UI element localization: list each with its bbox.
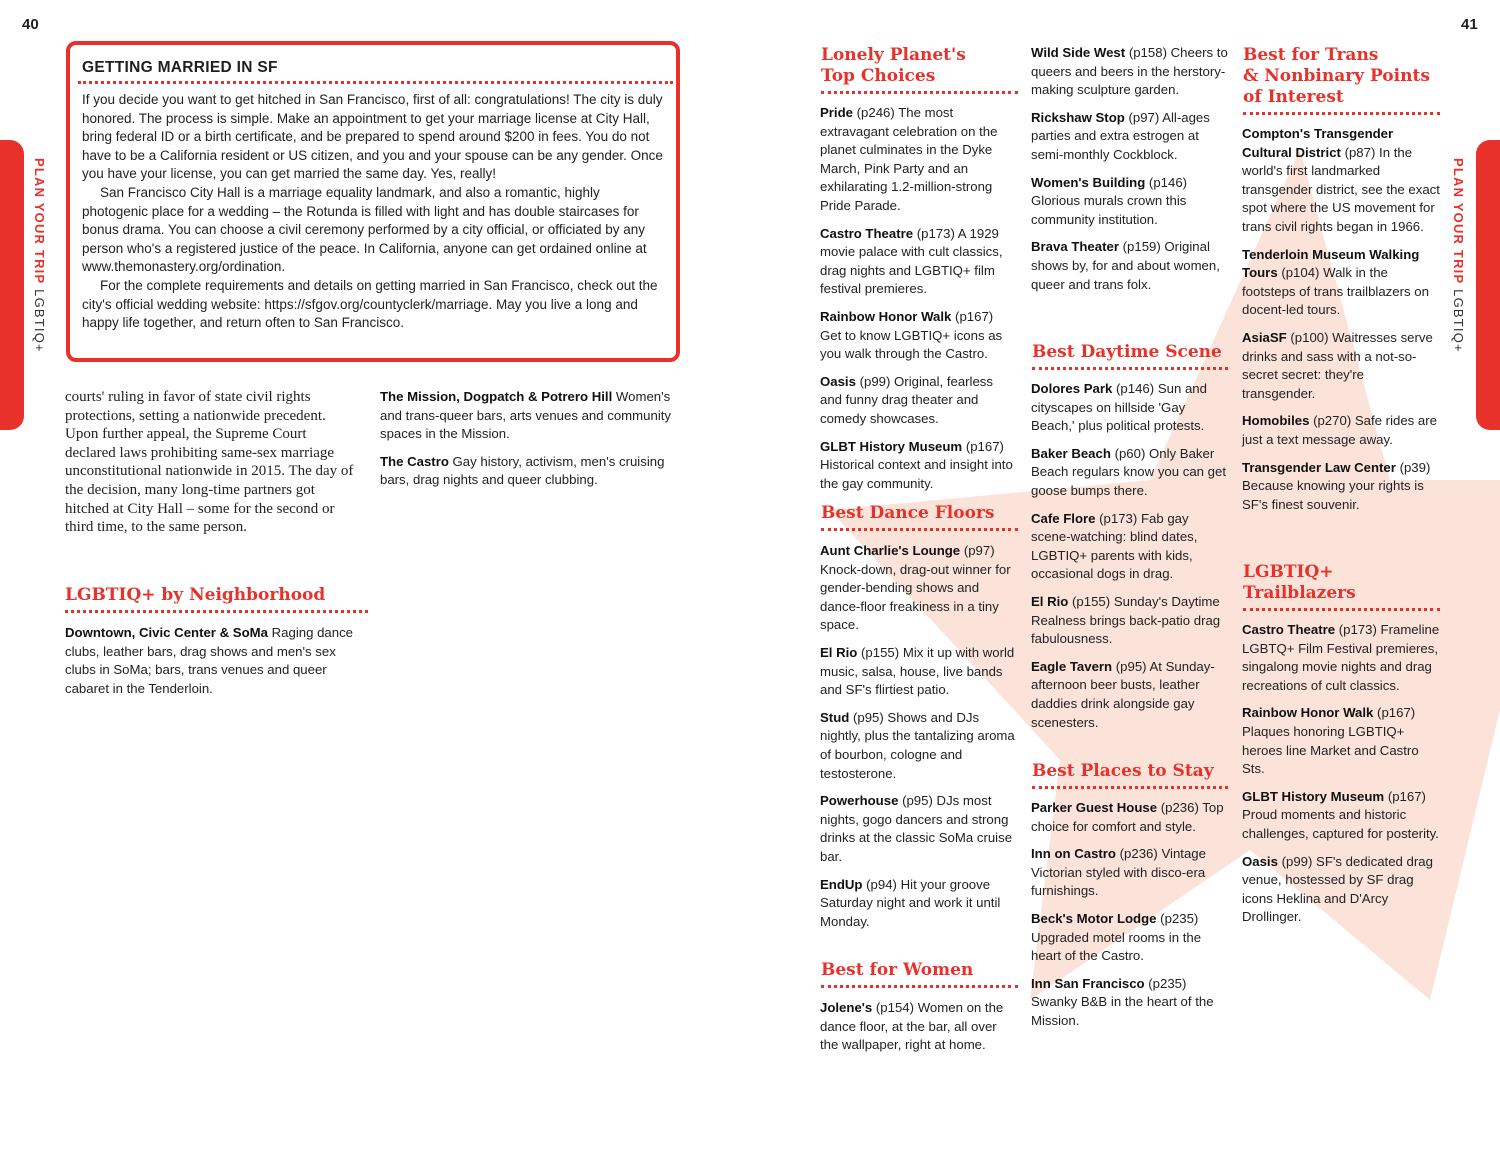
entry-page: (p236) <box>1157 800 1199 815</box>
trans-list <box>1242 125 1440 523</box>
women-list-continued <box>1031 44 1231 303</box>
heading-line: of Interest <box>1243 87 1344 107</box>
list-item <box>1031 109 1231 165</box>
entry-text: Sun and cityscapes on hillside 'Gay Beach,' plus political protests. <box>1031 381 1207 434</box>
entry-page: (p155) <box>1068 593 1111 609</box>
stay-list <box>1031 799 1231 1040</box>
neighborhood-entry <box>65 624 360 698</box>
list-item <box>1242 246 1440 320</box>
list-item <box>820 308 1018 364</box>
entry-page: (p167) <box>1384 788 1426 804</box>
neighborhood-entry <box>380 388 680 444</box>
entry-name: Baker Beach <box>1031 445 1111 461</box>
box-paragraph: San Francisco City Hall is a marriage equality landmark, and also a romantic, highly photogenic place for a wedding – the Rotunda is filled with light and has double staircases for bonus drama. You can choose a civil ceremony performed by a city official, or officiated by any person who's a registered justice of the peace. In California, anyone can get ordained online at www.themonastery.org/ordination. <box>82 184 647 275</box>
entry-name: Stud <box>820 709 850 725</box>
list-item <box>1031 44 1231 100</box>
entry-page: (p155) <box>857 644 900 660</box>
entry-text: Because knowing your rights is SF's finest souvenir. <box>1242 478 1424 512</box>
page-number-left: 40 <box>22 16 39 33</box>
entry-page: (p173) <box>1095 510 1138 526</box>
entry-page: (p60) <box>1110 445 1146 461</box>
top-choices-heading <box>821 45 1018 94</box>
entry-text: Original shows by, for and about women, queer and trans folx. <box>1031 239 1220 292</box>
entry-name: Cafe Flore <box>1031 510 1096 526</box>
list-item <box>1031 445 1231 501</box>
entry-name: Castro Theatre <box>820 225 914 241</box>
entry-page: (p104) <box>1277 265 1320 281</box>
entry-page: (p146) <box>1112 381 1155 396</box>
heading-line: & Nonbinary Points <box>1243 66 1430 86</box>
heading-line: Lonely Planet's <box>821 45 966 65</box>
entry-name: Wild Side West <box>1031 45 1126 60</box>
entry-text: Gay history, activism, men's cruising bars, drag nights and queer clubbing. <box>380 453 665 488</box>
entry-name: El Rio <box>1031 593 1069 609</box>
side-tab-right <box>1476 140 1500 430</box>
box-title: GETTING MARRIED IN SF <box>82 59 278 76</box>
heading-line: Top Choices <box>821 66 936 86</box>
entry-name: El Rio <box>820 644 858 660</box>
entry-name: GLBT History Museum <box>820 438 963 454</box>
entry-name: Beck's Motor Lodge <box>1031 910 1157 926</box>
box-paragraph: For the complete requirements and details on getting married in San Francisco, check out the city's official wedding website: https://sfgov.org/countyclerk/marriage. May you live a long and happy life together, and return often to San Francisco. <box>82 277 658 331</box>
entry-page: (p235) <box>1144 975 1187 991</box>
entry-name: Rickshaw Stop <box>1031 109 1125 125</box>
entry-page: (p97) <box>1124 109 1160 125</box>
list-item <box>1031 593 1231 649</box>
entry-text: Women's and trans-queer bars, arts venues and community spaces in the Mission. <box>380 389 672 442</box>
entry-name: Dolores Park <box>1031 381 1113 396</box>
list-item <box>1242 412 1440 449</box>
page-number-right: 41 <box>1461 16 1478 33</box>
entry-name: Tenderloin Museum Walking Tours <box>1242 246 1420 281</box>
dance-floors-list <box>820 542 1018 940</box>
entry-text: Proud moments and historic challenges, captured for posterity. <box>1242 807 1439 841</box>
side-label-left <box>31 158 47 353</box>
entry-text: Vintage Victorian styled with disco-era furnishings. <box>1031 846 1206 899</box>
entry-page: (p100) <box>1286 329 1329 345</box>
neighborhood-list-1 <box>65 624 360 707</box>
entry-name: The Castro <box>380 453 449 469</box>
list-item <box>1031 380 1231 436</box>
entry-text: Get to know LGBTIQ+ icons as you walk through the Castro. <box>820 327 1003 362</box>
list-item <box>820 792 1018 866</box>
heading-line: Trailblazers <box>1243 583 1356 603</box>
entry-page: (p95) <box>898 793 933 809</box>
dance-floors-heading: Best Dance Floors <box>821 503 1018 531</box>
list-item <box>1031 658 1231 732</box>
side-topic: LGBTIQ+ <box>32 289 47 353</box>
entry-page: (p99) <box>1277 853 1313 869</box>
entry-text: Only Baker Beach regulars know you can get goose bumps there. <box>1031 445 1226 498</box>
entry-page: (p154) <box>872 1000 915 1015</box>
entry-text: Upgraded motel rooms in the heart of the Castro. <box>1031 929 1202 964</box>
entry-text: Top choice for comfort and style. <box>1031 800 1224 834</box>
neighborhood-list-2 <box>380 388 680 499</box>
entry-text: Sunday's Daytime Realness brings back-patio drag fabulousness. <box>1031 593 1221 647</box>
entry-page: (p173) <box>1335 622 1377 637</box>
entry-text: SF's dedicated drag venue, hostessed by SF drag icons Heklina and D'Arcy Drollinger. <box>1242 853 1433 925</box>
entry-name: Parker Guest House <box>1031 800 1158 815</box>
entry-name: Rainbow Honor Walk <box>820 308 952 324</box>
entry-page: (p87) <box>1340 144 1376 160</box>
entry-name: Brava Theater <box>1031 239 1119 255</box>
entry-name: GLBT History Museum <box>1242 788 1385 804</box>
box-body <box>82 91 668 333</box>
list-item <box>1031 910 1231 966</box>
entry-text: Walk in the footsteps of trans trailblazers on docent-led tours. <box>1242 265 1429 318</box>
side-section: PLAN YOUR TRIP <box>32 158 47 285</box>
daytime-heading: Best Daytime Scene <box>1032 342 1228 370</box>
entry-page: (p167) <box>962 438 1004 454</box>
list-item <box>1031 845 1231 901</box>
entry-name: Women's Building <box>1031 174 1146 190</box>
list-item <box>820 542 1018 635</box>
list-item <box>1031 975 1231 1031</box>
entry-text: Fab gay scene-watching: blind dates, LGBTIQ+ parents with kids, occasional dogs in drag. <box>1031 510 1198 582</box>
entry-page: (p99) <box>855 373 891 389</box>
entry-page: (p167) <box>951 308 994 324</box>
list-item <box>1242 621 1440 695</box>
entry-name: Oasis <box>1242 853 1278 869</box>
entry-name: Downtown, Civic Center & SoMa <box>65 625 268 640</box>
list-item <box>820 644 1018 700</box>
entry-name: The Mission, Dogpatch & Potrero Hill <box>380 389 613 404</box>
list-item <box>820 225 1018 299</box>
entry-text: Historical context and insight into the gay community. <box>820 457 1013 491</box>
entry-text: Safe rides are just a text message away. <box>1242 413 1437 447</box>
entry-text: The most extravagant celebration on the planet culminates in the Dyke March, Pink Party and an exhilarating 1.2-million-strong Pride Parade. <box>820 105 998 213</box>
side-topic: LGBTIQ+ <box>1451 289 1466 353</box>
entry-text: At Sunday-afternoon beer busts, leather daddies drink alongside gay scenesters. <box>1031 658 1215 730</box>
entry-text: Shows and DJs nightly, plus the tantalizing aroma of bourbon, cologne and testosterone. <box>820 709 1015 781</box>
entry-text: Women on the dance floor, at the bar, all over the wallpaper, right at home. <box>820 1000 1004 1053</box>
list-item <box>1031 510 1231 584</box>
list-item <box>1242 125 1440 237</box>
list-item <box>1242 853 1440 927</box>
entry-name: Powerhouse <box>820 793 899 809</box>
list-item <box>1242 459 1440 515</box>
entry-page: (p159) <box>1118 239 1161 255</box>
entry-name: Jolene's <box>820 1000 873 1015</box>
entry-text: Glorious murals crown this community institution. <box>1031 193 1187 227</box>
list-item <box>1031 238 1231 294</box>
trailblazers-list <box>1242 621 1440 936</box>
entry-page: (p95) <box>849 709 884 725</box>
stay-heading: Best Places to Stay <box>1032 761 1228 789</box>
list-item <box>820 373 1018 429</box>
heading-line: LGBTIQ+ <box>1243 562 1334 582</box>
entry-name: Eagle Tavern <box>1031 658 1113 674</box>
entry-name: Inn on Castro <box>1031 846 1116 862</box>
list-item <box>1031 799 1231 836</box>
entry-name: Homobiles <box>1242 413 1310 429</box>
entry-name: Inn San Francisco <box>1031 975 1145 991</box>
list-item <box>820 709 1018 783</box>
entry-text: In the world's first landmarked transgender district, see the exact spot where the US movement for trans civil rights began in 1966. <box>1242 144 1440 234</box>
entry-page: (p236) <box>1116 846 1158 862</box>
list-item <box>820 438 1018 494</box>
entry-text: Cheers to queers and beers in the herstory-making sculpture garden. <box>1031 45 1228 98</box>
top-choices-list <box>820 104 1018 502</box>
entry-text: Knock-down, drag-out winner for gender-bending shows and dance-floor freakiness in a tiny space. <box>820 561 1011 633</box>
entry-name: AsiaSF <box>1242 329 1287 345</box>
entry-page: (p94) <box>862 876 897 892</box>
side-section: PLAN YOUR TRIP <box>1451 158 1466 285</box>
entry-name: Oasis <box>820 373 856 389</box>
entry-page: (p95) <box>1112 658 1147 674</box>
entry-text: Plaques honoring LGBTIQ+ heroes line Market and Castro Sts. <box>1242 723 1419 777</box>
list-item <box>1031 174 1231 230</box>
entry-page: (p158) <box>1125 45 1167 60</box>
entry-name: Transgender Law Center <box>1242 459 1396 475</box>
entry-text: Waitresses serve drinks and sass with a not-so-secret secret: they're transgender. <box>1242 329 1433 401</box>
list-item <box>820 876 1018 932</box>
entry-text: Swanky B&B in the heart of the Mission. <box>1031 994 1214 1028</box>
getting-married-box <box>66 41 680 362</box>
side-tab-left <box>0 140 24 430</box>
entry-text: All-ages parties and extra estrogen at semi-monthly Cockblock. <box>1031 109 1210 162</box>
entry-page: (p39) <box>1395 459 1431 475</box>
entry-text: Mix it up with world music, salsa, house, live bands and SF's flirtiest patio. <box>820 644 1015 698</box>
entry-name: Aunt Charlie's Lounge <box>820 543 961 558</box>
entry-name: Castro Theatre <box>1242 622 1336 637</box>
box-divider <box>78 81 673 84</box>
entry-name: Rainbow Honor Walk <box>1242 705 1374 721</box>
list-item <box>820 999 1018 1055</box>
entry-name: Compton's Transgender Cultural District <box>1242 126 1394 160</box>
entry-page: (p146) <box>1145 174 1188 190</box>
entry-name: EndUp <box>820 876 863 892</box>
box-paragraph: If you decide you want to get hitched in San Francisco, first of all: congratulations! The city is duly honored. The process is simple. Make an appointment to get your marriage license at City Hall, bring federal ID or a birth certificate, and be prepared to spend around $200 in fees. You do not have to be a California resident or US citizen, and you and your spouse can be any gender. Once you have your license, you can get married the same day. Yes, really! <box>82 92 663 182</box>
entry-text: Raging dance clubs, leather bars, drag shows and men's sex clubs in SoMa; bars, trans venues and queer cabaret in the Tenderloin. <box>65 625 354 696</box>
list-item <box>1242 788 1440 844</box>
entry-text: Frameline LGBTQ+ Film Festival premieres, singalong movie nights and drag recreations of cult classics. <box>1242 622 1440 693</box>
entry-page: (p97) <box>960 543 995 558</box>
entry-text: Original, fearless and funny drag theater and comedy showcases. <box>820 373 993 426</box>
list-item <box>1242 329 1440 403</box>
daytime-list <box>1031 380 1231 741</box>
women-list <box>820 999 1018 1064</box>
entry-text: A 1929 movie palace with cult classics, drag nights and LGBTIQ+ film festival premieres. <box>820 225 1003 297</box>
women-heading: Best for Women <box>821 960 1018 988</box>
entry-page: (p270) <box>1309 413 1352 429</box>
entry-page: (p173) <box>913 225 955 241</box>
list-item <box>1242 704 1440 778</box>
side-label-right <box>1450 158 1466 353</box>
entry-page: (p235) <box>1156 910 1199 926</box>
neighborhood-heading: LGBTIQ+ by Neighborhood <box>65 585 368 613</box>
entry-page: (p167) <box>1373 705 1416 721</box>
trailblazers-heading <box>1243 562 1440 611</box>
entry-text: Hit your groove Saturday night and work it until Monday. <box>820 876 1001 929</box>
list-item <box>820 104 1018 216</box>
body-continuation: courts' ruling in favor of state civil rights protections, setting a nationwide precedent. Upon further appeal, the Supreme Court declared laws prohibiting same-sex marriage unconstitutional nationwide in 2015. The day of the decision, many long-time partners got hitched at City Hall – some for the second or third time, to the same person. <box>65 389 354 536</box>
trans-heading <box>1243 45 1440 115</box>
neighborhood-entry <box>380 453 680 490</box>
entry-page: (p246) <box>852 105 895 120</box>
heading-line: Best for Trans <box>1243 45 1379 65</box>
entry-name: Pride <box>820 105 853 120</box>
entry-text: DJs most nights, gogo dancers and strong drinks at the classic SoMa cruise bar. <box>820 793 1013 864</box>
